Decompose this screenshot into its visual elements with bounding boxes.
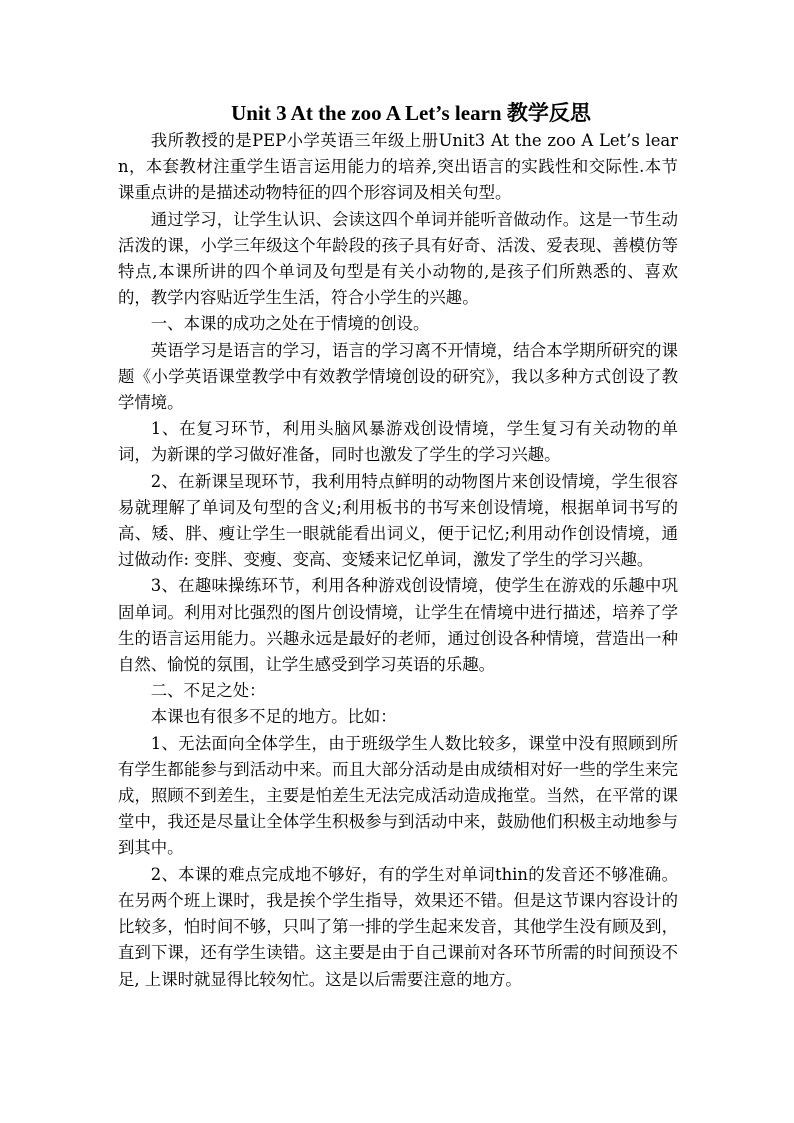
paragraph-point-3: 3、在趣味操练环节，利用各种游戏创设情境，使学生在游戏的乐趣中巩固单词。利用对比强烈的图片创设情境，让学生在情境中进行描述，培养了学生的语言运用能力。兴趣永远是最好的老师，通过创设各种情境，营造出一种自然、愉悦的氛围，让学生感受到学习英语的乐趣。 — [118, 576, 678, 675]
paragraph-shortcomings-intro: 本课也有很多不足的地方。比如： — [150, 707, 397, 727]
paragraph-intro: 我所教授的是PEP小学英语三年级上册Unit3 At the zoo A Let’s learn，本套教材注重学生语言运用能力的培养,突出语言的实践性和交际性.本节课重点讲的是描述动物特征的四个形容词及相关句型。 — [118, 131, 678, 203]
document-page — [118, 98, 678, 993]
paragraph-shortcoming-1: 1、无法面向全体学生，由于班级学生人数比较多，课堂中没有照顾到所有学生都能参与到活动中来。而且大部分活动是由成绩相对好一些的学生来完成，照顾不到差生，主要是怕差生无法完成活动造成拖堂。当然，在平常的课堂中，我还是尽量让全体学生积极参与到活动中来，鼓励他们积极主动地参与到其中。 — [118, 733, 678, 858]
section-heading-success: 一、本课的成功之处在于情境的创设。 — [150, 314, 430, 334]
section-heading-shortcomings: 二、不足之处： — [150, 681, 266, 701]
paragraph-point-1: 1、在复习环节，利用头脑风暴游戏创设情境，学生复习有关动物的单词，为新课的学习做好准备，同时也激发了学生的学习兴趣。 — [118, 419, 678, 465]
document-title: Unit 3 At the zoo A Let’s learn 教学反思 — [231, 101, 591, 125]
paragraph-context: 英语学习是语言的学习，语言的学习离不开情境，结合本学期所研究的课题《小学英语课堂教学中有效教学情境创设的研究》，我以多种方式创设了教学情境。 — [118, 340, 678, 413]
paragraph-shortcoming-2: 2、本课的难点完成地不够好，有的学生对单词thin的发音还不够准确。在另两个班上课时，我是挨个学生指导，效果还不错。但是这节课内容设计的比较多，怕时间不够，只叫了第一排的学生起来发音，其他学生没有顾及到，直到下课，还有学生读错。这主要是由于自己课前对各环节所需的时间预设不足, 上课时就显得比较匆忙。这是以后需要注意的地方。 — [118, 864, 678, 989]
paragraph-overview: 通过学习，让学生认识、会读这四个单词并能听音做动作。这是一节生动活泼的课，小学三年级这个年龄段的孩子具有好奇、活泼、爱表现、善模仿等特点,本课所讲的四个单词及句型是有关小动物的,是孩子们所熟悉的、喜欢的，教学内容贴近学生生活，符合小学生的兴趣。 — [118, 209, 678, 308]
paragraph-point-2: 2、在新课呈现环节，我利用特点鲜明的动物图片来创设情境，学生很容易就理解了单词及句型的含义;利用板书的书写来创设情境，根据单词书写的高、矮、胖、瘦让学生一眼就能看出词义，便于记忆;利用动作创设情境，通过做动作: 变胖、变瘦、变高、变矮来记忆单词，激发了学生的学习兴趣。 — [118, 471, 678, 570]
